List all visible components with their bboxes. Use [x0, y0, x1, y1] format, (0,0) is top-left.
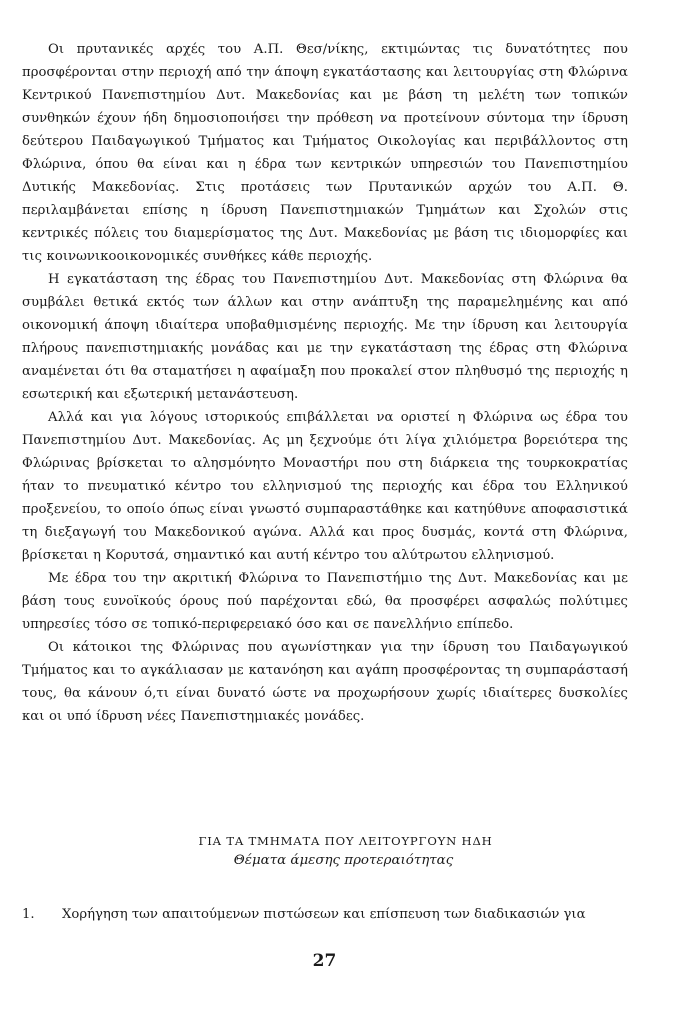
- paragraph-1: Οι πρυτανικές αρχές του Α.Π. Θεσ/νίκης, εκτιμώντας τις δυνατότητες που προσφέρονται στην περιοχή από την άποψη εγκατάστασης και λειτουργίας στη Φλώρινα Κεντρικού Πανεπιστημίου Δυτ. Μακεδονίας και με βάση τη μελέτη των τοπικών συνθηκών έχουν ήδη δημοσιοποιήσει την πρόθεση να προτείνουν σύντομα την ίδρυση δεύτερου Παιδαγωγικού Τμήματος και Τμήματος Οικολογίας και περιβάλλοντος στη Φλώρινα, όπου θα είναι και η έδρα των κεντρικών υπηρεσιών του Πανεπιστημίου Δυτικής Μακεδονίας. Στις προτάσεις των Πρυτανικών αρχών του Α.Π. Θ. περιλαμβάνεται επίσης η ίδρυση Πανεπιστημιακών Τμημάτων και Σχολών στις κεντρικές πόλεις του διαμερίσματος της Δυτ. Μακεδονίας με βάση τις ιδιομορφίες και τις κοινωνικοοικονομικές συνθήκες κάθε περιοχής.: [22, 42, 628, 264]
- document-body: [22, 38, 628, 728]
- list-item: [22, 903, 628, 926]
- section-heading: [0, 832, 681, 872]
- page-number: 27: [312, 951, 337, 971]
- paragraph-4: Με έδρα του την ακριτική Φλώρινα το Πανεπιστήμιο της Δυτ. Μακεδονίας και με βάση τους ευνοϊκούς όρους πού παρέχονται εδώ, θα προσφέρει ασφαλώς πολύτιμες υπηρεσίες τόσο σε τοπικό-περιφερειακό όσο και σε πανελλήνιο επίπεδο.: [22, 571, 628, 632]
- list-item-text: Χορήγηση των απαιτούμενων πιστώσεων και επίσπευση των διαδικασιών για: [62, 907, 586, 922]
- paragraph-3: Αλλά και για λόγους ιστορικούς επιβάλλεται να οριστεί η Φλώρινα ως έδρα του Πανεπιστημίου Δυτ. Μακεδονίας. Ας μη ξεχνούμε ότι λίγα χιλιόμετρα βορειότερα της Φλώρινας βρίσκεται το αλησμόνητο Μοναστήρι που στη διάρκεια της τουρκοκρατίας ήταν το πνευματικό κέντρο του ελληνισμού της περιοχής και έδρα του Ελληνικού προξενείου, το οποίο όπως είναι γνωστό συμπαραστάθηκε και κατηύθυνε αποφασιστικά τη διεξαγωγή του Μακεδονικού αγώνα. Αλλά και προς δυσμάς, κοντά στη Φλώρινα, βρίσκεται η Κορυτσά, σημαντικό και αυτή κέντρο του αλύτρωτου ελληνισμού.: [22, 410, 628, 563]
- section-subtitle: Θέματα άμεσης προτεραιότητας: [233, 853, 454, 868]
- paragraph-5: Οι κάτοικοι της Φλώρινας που αγωνίστηκαν για την ίδρυση του Παιδαγωγικού Τμήματος και το αγκάλιασαν με κατανόηση και αγάπη προσφέροντας τη συμπαράστασή τους, θα κάνουν ό,τι είναι δυνατό ώστε να προχωρήσουν χωρίς ιδιαίτερες δυσκολίες και οι υπό ίδρυση νέες Πανεπιστημιακές μονάδες.: [22, 640, 628, 724]
- section-title: ΓΙΑ ΤΑ ΤΜΗΜΑΤΑ ΠΟΥ ΛΕΙΤΟΥΡΓΟΥΝ ΗΔΗ: [198, 834, 493, 848]
- paragraph-2: Η εγκατάσταση της έδρας του Πανεπιστημίου Δυτ. Μακεδονίας στη Φλώρινα θα συμβάλει θετικά εκτός των άλλων και στην ανάπτυξη της παραμελημένης και από οικονομική άποψη ιδιαίτερα υποβαθμισμένης περιοχής. Με την ίδρυση και λειτουργία πλήρους πανεπιστημιακής μονάδας και με την εγκατάσταση της έδρας στη Φλώρινα αναμένεται ότι θα σταματήσει η αφαίμαξη που προκαλεί στον πληθυσμό της περιοχής η εσωτερική και εξωτερική μετανάστευση.: [22, 272, 628, 402]
- list-item-number: 1.: [22, 907, 35, 922]
